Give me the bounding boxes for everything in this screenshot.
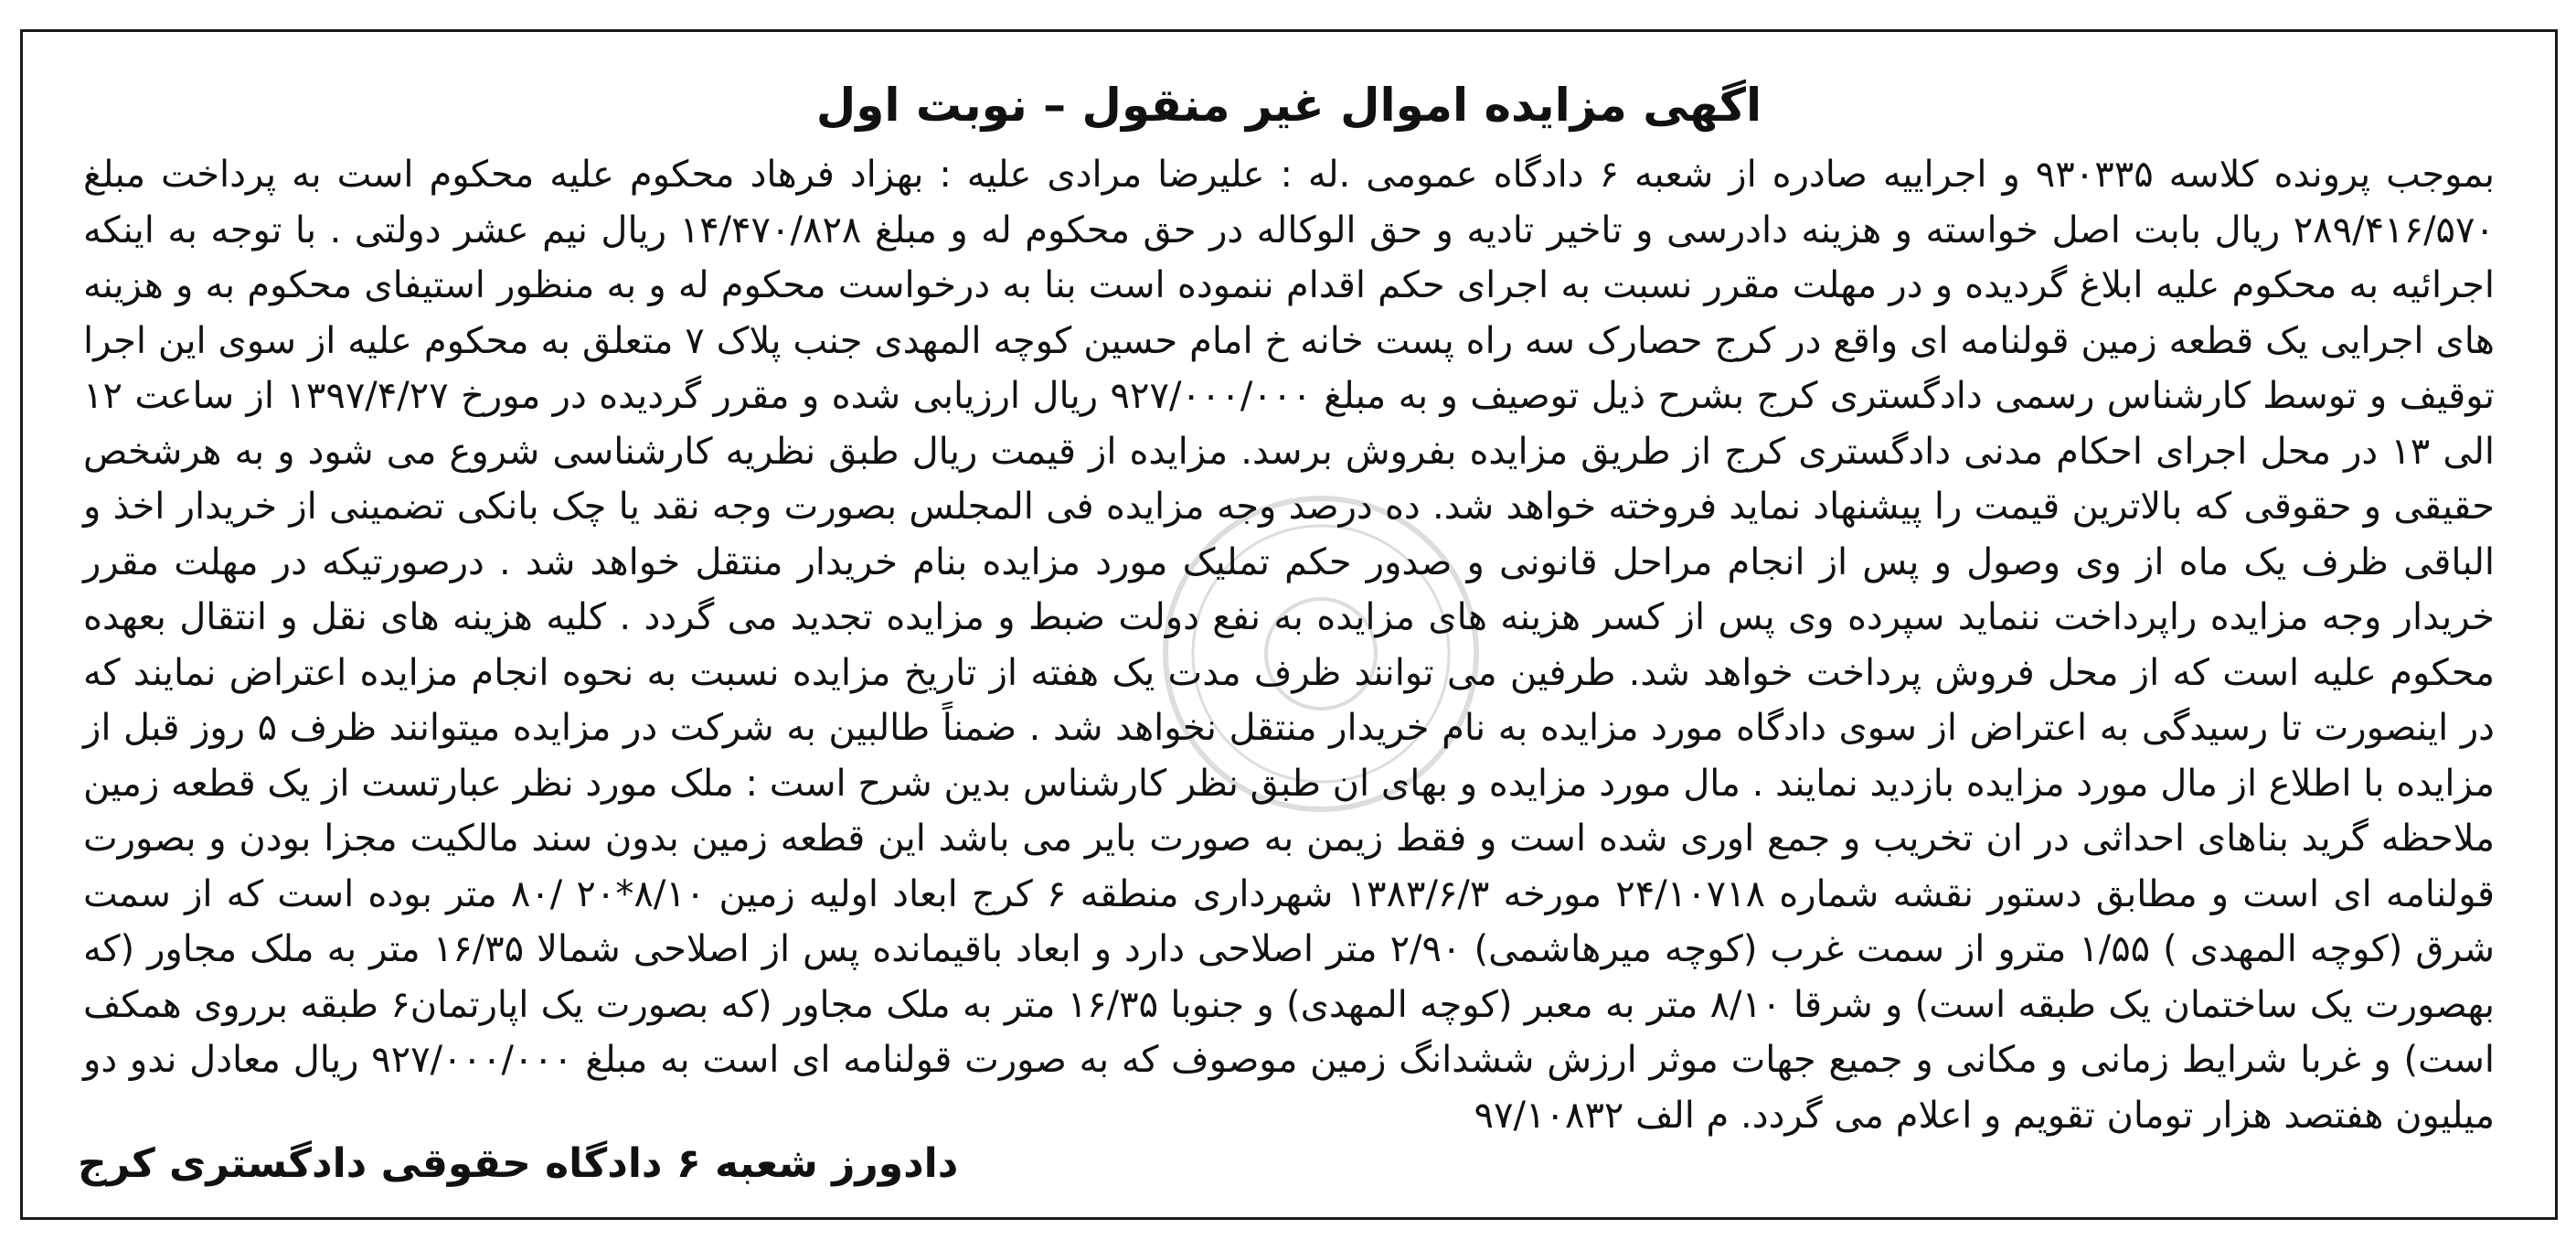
- notice-signature: دادورز شعبه ۶ دادگاه حقوقی دادگستری کرج: [78, 1140, 959, 1187]
- notice-frame: [20, 29, 2558, 1220]
- notice-title: اگهی مزایده اموال غیر منقول – نوبت اول: [815, 79, 1762, 132]
- notice-body: بموجب پرونده کلاسه ۹۳۰۳۳۵ و اجراییه صادره از شعبه ۶ دادگاه عمومی .له : علیرضا مرادی علیه : بهزاد فرهاد محکوم علیه محکوم است به پرداخت مبلغ ۲۸۹/۴۱۶/۵۷۰ ریال بابت اصل خواسته و هزینه دادرسی و تاخیر تادیه و حق الوکاله در حق محکوم له و مبلغ ۱۴/۴۷۰/۸۲۸ ریال نیم عشر دولتی . با توجه به اینکه اجرائیه به محکوم علیه ابلاغ گردیده و در مهلت مقرر نسبت به اجرای حکم اقدام ننموده است بنا به درخواست محکوم له و به منظور استیفای محکوم به و هزینه های اجرایی یک قطعه زمین قولنامه ای واقع در کرج حصارک سه راه پست خانه خ امام حسین کوچه المهدی جنب پلاک ۷ متعلق به محکوم علیه از سوی این اجرا توقیف و توسط کارشناس رسمی دادگستری کرج بشرح ذیل توصیف و به مبلغ ۹۲۷/۰۰۰/۰۰۰ ریال ارزیابی شده و مقرر گردیده در مورخ ۱۳۹۷/۴/۲۷ از ساعت ۱۲ الی ۱۳ در محل اجرای احکام مدنی دادگستری کرج از طریق مزایده بفروش برسد. مزایده از قیمت ریال طبق نظریه کارشناسی شروع می شود و به هرشخص حقیقی و حقوقی که بالاترین قیمت را پیشنهاد نماید فروخته خواهد شد. ده درصد وجه مزایده فی المجلس بصورت وجه نقد یا چک بانکی تضمینی از خریدار اخذ و الباقی ظرف یک ماه از وی وصول و پس از انجام مراحل قانونی و صدور حکم تملیک مورد مزایده بنام خریدار منتقل خواهد شد . درصورتیکه در مهلت مقرر خریدار وجه مزایده راپرداخت ننماید سپرده وی پس از کسر هزینه های مزایده به نفع دولت ضبط و مزایده تجدید می گردد . کلیه هزینه های نقل و انتقال بعهده محکوم علیه است که از محل فروش پرداخت خواهد شد. طرفین می توانند ظرف مدت یک هفته از تاریخ مزایده نسبت به نحوه انجام مزایده اعتراض نمایند که در اینصورت تا رسیدگی به اعتراض از سوی دادگاه مورد مزایده به نام خریدار منتقل نخواهد شد . ضمناً طالبین به شرکت در مزایده میتوانند ظرف ۵ روز قبل از مزایده با اطلاع از مال مورد مزایده بازدید نمایند . مال مورد مزایده و بهای ان طبق نظر کارشناس بدین شرح است : ملک مورد نظر عبارتست از یک قطعه زمین ملاحظه گرید بناهای احداثی در ان تخریب و جمع اوری شده است و فقط زیمن به صورت بایر می باشد این قطعه زمین بدون سند مالکیت مجزا بودن و بصورت قولنامه ای است و مطابق دستور نقشه شماره ۲۴/۱۰۷۱۸ مورخه ۱۳۸۳/۶/۳ شهرداری منطقه ۶ کرج ابعاد اولیه زمین ۸/۱۰*۲۰ /۸۰ متر بوده است که از سمت شرق (کوچه المهدی ) ۱/۵۵ مترو از سمت غرب (کوچه میرهاشمی) ۲/۹۰ متر اصلاحی دارد و ابعاد باقیمانده پس از اصلاحی شمالا ۱۶/۳۵ متر به ملک مجاور (که بهصورت یک ساختمان یک طبقه است) و شرقا ۸/۱۰ متر به معبر (کوچه المهدی) و جنوبا ۱۶/۳۵ متر به ملک مجاور (که بصورت یک اپارتمان۶ طبقه برروی همکف است) و غربا شرایط زمانی و مکانی و جمیع جهات موثر ارزش ششدانگ زمین موصوف که به صورت قولنامه ای است به مبلغ ۹۲۷/۰۰۰/۰۰۰ ریال معادل ندو دو میلیون هفتصد هزار تومان تقویم و اعلام می گردد. م الف ۹۷/۱۰۸۳۲: [83, 154, 2496, 1137]
